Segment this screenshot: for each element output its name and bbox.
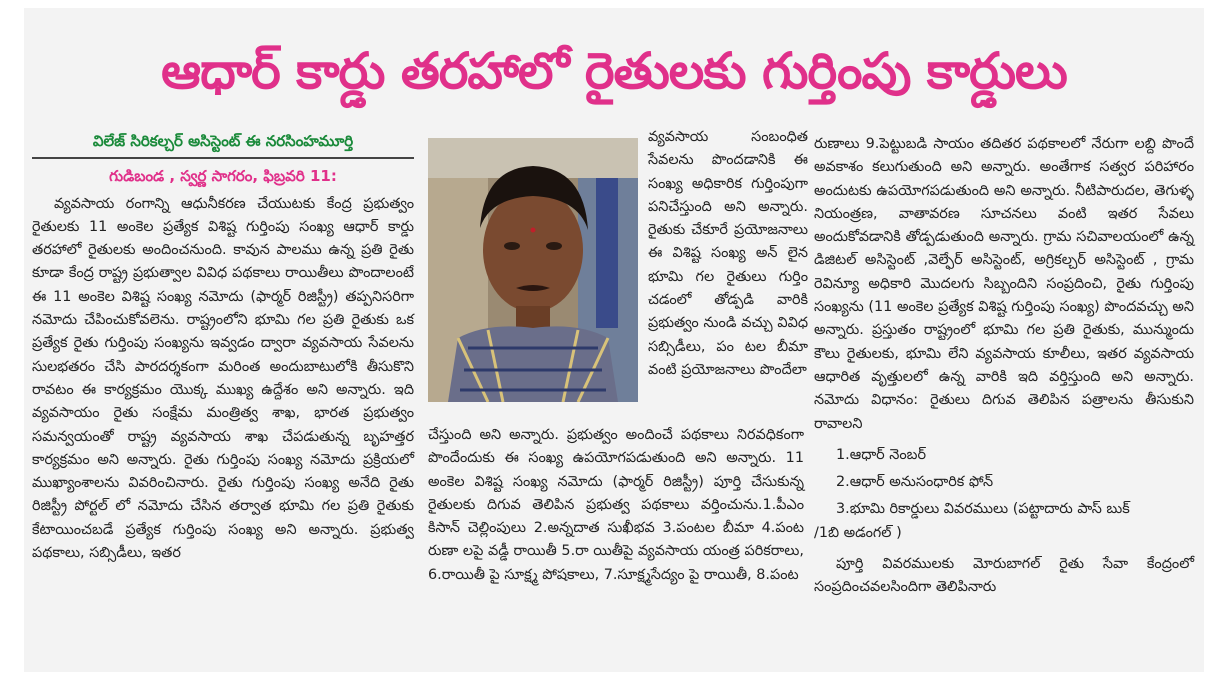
list-item: 1.ఆధార్ నెంబర్ [836,446,927,463]
article-paragraph: రుణాలు 9.పెట్టుబడి సాయం తదితర పథకాలలో నేరుగా లబ్ది పొందే అవకాశం కలుగుతుంది అని అన్నారు. అంతేగాక సత్వర పరిహారం అందుటకు ఉపయోగపడుతుంది అని అన్నారు. నీటిపారుదల, తెగుళ్ళ నియంత్రణ, వాతావరణ సూచనలు వంటి ఇతర సేవలు అందుకోవడానికి తోడ్పడుతుంది అన్నారు. గ్రామ సచివాలయంలో ఉన్న డిజిటల్ అసిస్టెంట్ ,వెల్ఫేర్ అసిస్టెంట్, అగ్రికల్చర్ అసిస్టెంట్ , గ్రామ రెవిన్యూ అధికారి మొదలగు సిబ్బందిని సంప్రదించి, రైతు గుర్తింపు సంఖ్యను (11 అంకెల ప్రత్యేక విశిష్ట గుర్తింపు సంఖ్య) పొందవచ్చు అని అన్నారు. ప్రస్తుతం రాష్ట్రంలో భూమి గల ప్రతి రైతుకు, మున్ముందు కౌలు రైతులకు, భూమి లేని వ్యవసాయ కూలీలు, ఇతర వ్యవసాయ ఆధారిత వృత్తులలో ఉన్న వారికి ఇది వర్తిస్తుంది అని అన్నారు. నమోదు విధానం: రైతులు దిగువ తెలిపిన పత్రాలను తీసుకుని రావాలని [814,136,1194,432]
article-paragraph: చేస్తుంది అని అన్నారు. ప్రభుత్వం అందించే పథకాలు నిరవధికంగా పొందేందుకు ఈ సంఖ్య ఉపయోగపడుతుంది అని అన్నారు. 11 అంకెల విశిష్ట సంఖ్య నమోదు (ఫార్మర్ రిజిస్ట్రీ) పూర్తి చేసుకున్న రైతులకు దిగువ తెలిపిన ప్రభుత్వ పథకాలు వర్తించును.1.పీఎం కిసాన్ చెల్లింపులు 2.అన్నదాత సుఖీభవ 3.పంటల బీమా 4.పంట రుణా లపై వడ్డీ రాయితీ 5.రా యితీపై వ్యవసాయ యంత్ర పరికరాలు, 6.రాయితీ పై సూక్ష్మ పోషకాలు, 7.సూక్ష్మసేద్యం పై రాయితీ, 8.పంట [428,427,804,583]
column-3 [814,133,1194,600]
closing-paragraph: పూర్తి వివరములకు మోరుబాగల్ రైతు సేవా కేంద్రంలో సంప్రదించవలసిందిగా తెలిపినారు [814,556,1194,596]
column-1 [32,126,414,565]
list-item: 2.ఆధార్ అనుసంధారిక ఫోన్ [836,474,994,491]
byline: విలేజ్ సిరికల్చర్ అసిస్టెంట్ ఈ నరసింహమూర్తి [32,130,414,159]
dateline: గుడిబండ , స్వర్ణ సాగరం, ఫిబ్రవరి 11: [109,167,337,186]
article-paragraph: వ్యవసాయ రంగాన్ని ఆధునీకరణ చేయుటకు కేంద్ర ప్రభుత్వం రైతులకు 11 అంకెల ప్రత్యేక విశిష్ట గుర్తింపు సంఖ్య ఆధార్ కార్డు తరహాలో రైతులకు అందించనుంది. కావున పాలము ఉన్న ప్రతి రైతు కూడా కేంద్ర రాష్ట్ర ప్రభుత్వాల వివిధ పథకాలు రాయితీలు పొందాలంటే ఈ 11 అంకెల విశిష్ట సంఖ్య నమోదు (ఫార్మర్ రిజిస్ట్రీ) తప్పనిసరిగా నమోదు చేపించుకోవలెను. రాష్ట్రంలోని భూమి గల ప్రతి రైతుకు ఒక ప్రత్యేక రైతు గుర్తింపు సంఖ్యను ఇవ్వడం ద్వారా వ్యవసాయ సేవలను సులభతరం చేసి పారదర్శకంగా మరింత అందుబాటులోకి తీసుకొని రావటం ఈ కార్యక్రమం యొక్క ముఖ్య ఉద్దేశం అని అన్నారు. ఇది వ్యవసాయం రైతు సంక్షేమ మంత్రిత్వ శాఖ, భారత ప్రభుత్వం సమన్వయంతో రాష్ట్ర వ్యవసాయ శాఖ చేపడుతున్న బృహత్తర కార్యక్రమం అని అన్నారు. రైతు గుర్తింపు సంఖ్య నమోదు ప్రక్రియలో ముఖ్యాంశాలను వివరించినారు. రైతు గుర్తింపు సంఖ్య అనేది రైతు రిజిస్ట్రీ పోర్టల్ లో నమోదు చేసిన తర్వాత భూమి గల ప్రతి రైతుకు కేటాయించబడే ప్రత్యేక గుర్తింపు సంఖ్య అని అన్నారు. ప్రభుత్వ పథకాలు, సబ్సిడీలు, ఇతర [32,195,414,562]
documents-list [814,444,1194,545]
column-2-bottom-text [428,424,804,587]
portrait-image [428,138,638,402]
list-item: 3.భూమి రికార్డులు వివరములు (పట్టాదారు పాస్ బుక్ [836,501,1130,518]
list-item-continuation: /1బి అడంగల్ ) [814,524,902,541]
headline: ఆధార్ కార్డు తరహాలో రైతులకు గుర్తింపు కార్డులు [161,42,1067,100]
column-2-top-text [648,126,808,382]
reporter-photo [428,138,638,402]
news-clipping [24,8,1204,672]
article-paragraph: వ్యవసాయ సంబంధిత సేవలను పొందడానికి ఈ సంఖ్య అధికారిక గుర్తింపుగా పనిచేస్తుంది అని అన్నారు. రైతుకు చేకూరే ప్రయోజనాలు ఈ విశిష్ట సంఖ్య అన్ లైన భూమి గల రైతులు గుర్తిం చడంలో తోడ్పడి వారికి ప్రభుత్వం నుండి వచ్చు వివిధ సబ్సిడీలు, పం టల బీమా వంటి ప్రయోజనాలు పొందేలా [648,129,808,378]
